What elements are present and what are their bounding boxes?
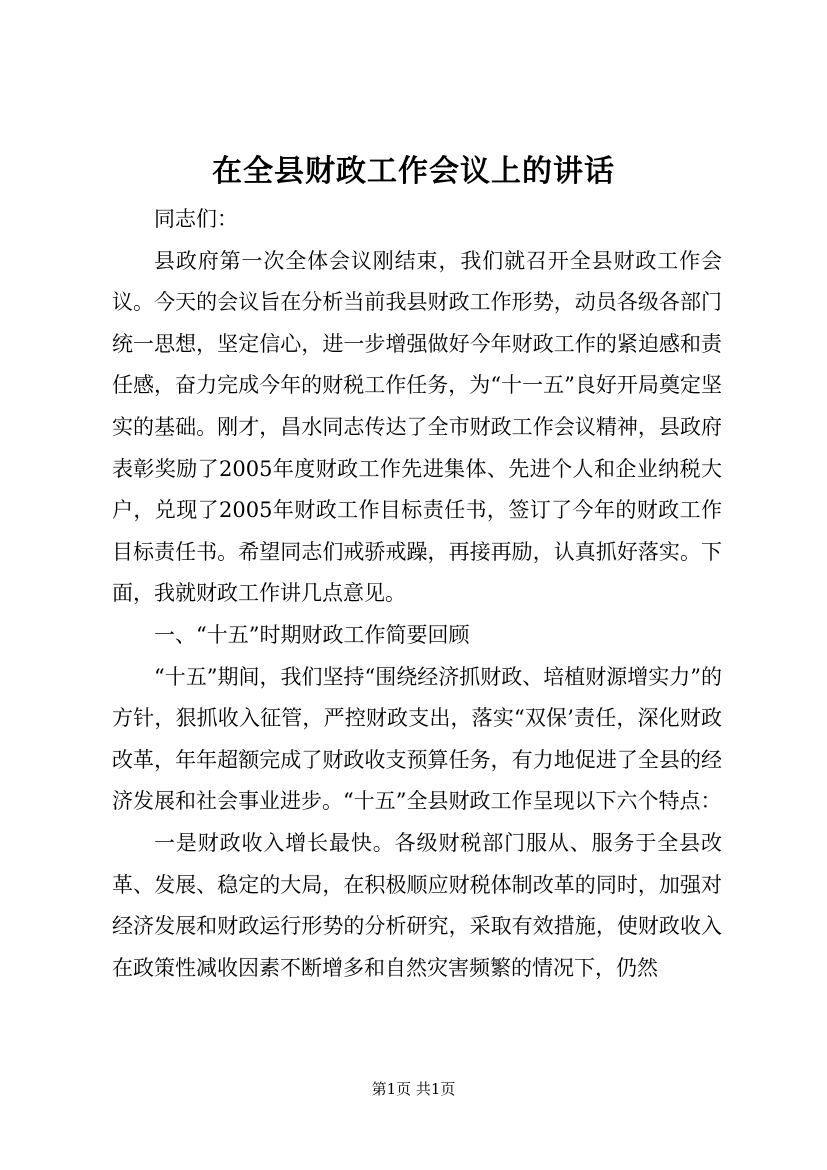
paragraph-intro: 县政府第一次全体会议刚结束，我们就召开全县财政工作会议。今天的会议旨在分析当前我县财政工作形势，动员各级各部门统一思想，坚定信心，进一步增强做好今年财政工作的紧迫感和责任感，奋力完成今年的财税工作任务，为“十一五”良好开局奠定坚实的基础。刚才，昌水同志传达了全市财政工作会议精神，县政府表彰奖励了2005年度财政工作先进集体、先进个人和企业纳税大户，兑现了2005年财政工作目标责任书，签订了今年的财政工作目标责任书。希望同志们戒骄戒躁，再接再励，认真抓好落实。下面，我就财政工作讲几点意见。 [112,248,722,606]
section-heading: 一、“十五”时期财政工作简要回顾 [154,622,470,647]
paragraph-point-one: 一是财政收入增长最快。各级财税部门服从、服务于全县改革、发展、稳定的大局，在积极顺应财税体制改革的同时，加强对经济发展和财政运行形势的分析研究，采取有效措施，使财政收入在政策性减收因素不断增多和自然灾害频繁的情况下，仍然 [112,830,722,980]
page-footer: 第1页 共1页 [371,1080,456,1098]
paragraph-review: “十五”期间，我们坚持“围绕经济抓财政、培植财源增实力”的方针，狠抓收入征管，严控财政支出，落实“双保’责任，深化财政改革，年年超额完成了财政收支预算任务，有力地促进了全县的经济发展和社会事业进步。“十五”全县财政工作呈现以下六个特点： [112,664,722,814]
document-title: 在全县财政工作会议上的讲话 [212,154,615,189]
salutation: 同志们： [154,207,238,231]
document-body [112,199,722,989]
